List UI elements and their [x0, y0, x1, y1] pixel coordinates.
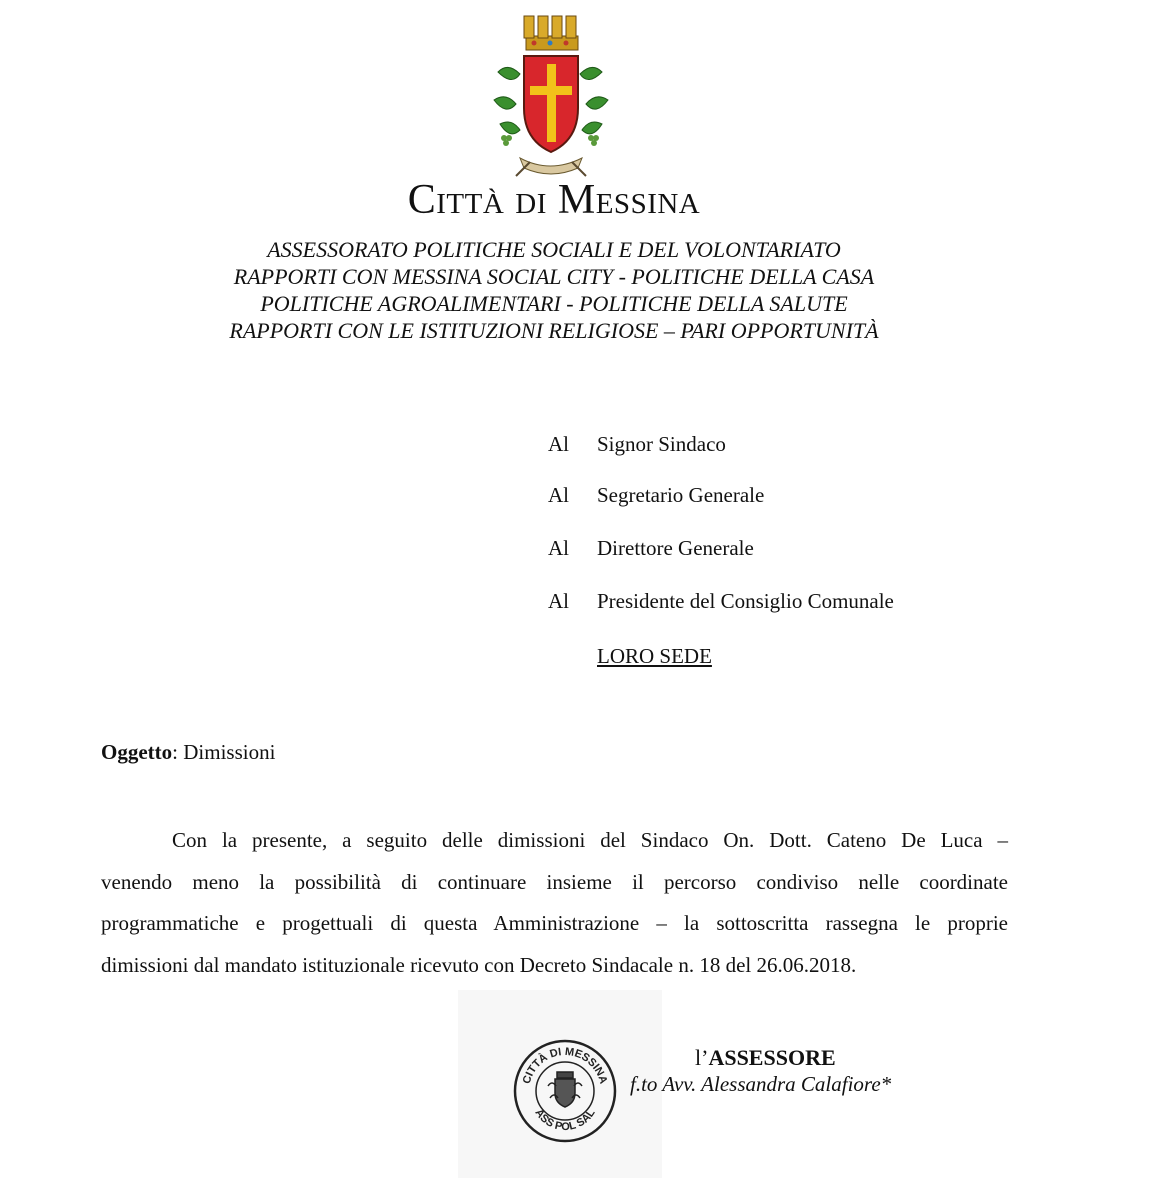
official-stamp — [512, 1038, 618, 1144]
stamp-crest-icon — [548, 1072, 582, 1107]
coat-of-arms-logo — [490, 12, 612, 180]
office-line: POLITICHE AGROALIMENTARI - POLITICHE DELLA SALUTE — [260, 291, 848, 316]
recipient-prefix: Al — [548, 589, 569, 613]
recipient-prefix: Al — [548, 483, 569, 507]
recipient-name: Segretario Generale — [597, 483, 765, 507]
recipient-prefix: Al — [548, 536, 569, 560]
loro-sede: LORO SEDE — [597, 644, 712, 668]
stamp-top-text: CITTÀ DI MESSINA — [520, 1045, 610, 1086]
signature-role-prefix: l’ — [695, 1045, 709, 1070]
recipient-name: Signor Sindaco — [597, 432, 726, 456]
recipient-prefix: Al — [548, 432, 569, 456]
subject-separator: : — [172, 740, 178, 764]
subject-value: Dimissioni — [178, 740, 276, 764]
office-heading — [0, 236, 1108, 344]
city-title: Città di Messina — [407, 177, 701, 223]
recipient-name: Direttore Generale — [597, 536, 754, 560]
recipient-name: Presidente del Consiglio Comunale — [597, 589, 894, 613]
body-line: dimissioni dal mandato istituzionale ricevuto con Decreto Sindacale n. 18 del 26.06.2018. — [101, 952, 857, 977]
office-line: ASSESSORATO POLITICHE SOCIALI E DEL VOLONTARIATO — [267, 237, 841, 262]
signature-role-title: ASSESSORE — [708, 1045, 836, 1070]
subject-label: Oggetto — [101, 740, 173, 764]
letter-body — [101, 820, 1008, 986]
signature-role — [695, 1045, 836, 1071]
subject-line — [101, 740, 275, 765]
office-line: RAPPORTI CON MESSINA SOCIAL CITY - POLITICHE DELLA CASA — [233, 264, 875, 289]
crown-icon — [524, 16, 578, 50]
body-line: Con la presente, a seguito delle dimissioni del Sindaco On. Dott. Cateno De Luca – — [172, 828, 1008, 852]
stamp-bottom-text: ASS POL SAL — [532, 1107, 598, 1134]
body-line: venendo meno la possibilità di continuare insieme il percorso condiviso nelle coordinate — [101, 869, 1008, 894]
body-line: programmatiche e progettuali di questa Amministrazione – la sottoscritta rassegna le proprie — [101, 911, 1008, 935]
signature-name: f.to Avv. Alessandra Calafiore* — [630, 1072, 892, 1096]
office-line: RAPPORTI CON LE ISTITUZIONI RELIGIOSE – PARI OPPORTUNITÀ — [229, 318, 879, 343]
